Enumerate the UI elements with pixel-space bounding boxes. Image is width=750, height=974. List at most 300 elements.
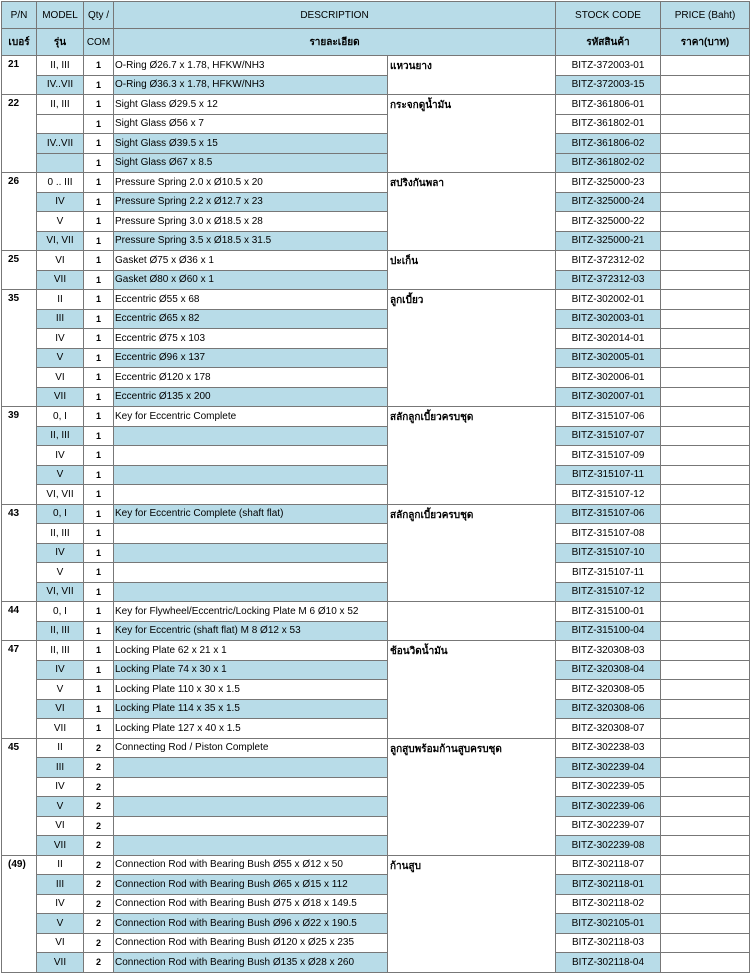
qty-cell: 1 (84, 368, 114, 388)
price-cell (661, 173, 750, 193)
stock-code-cell: BITZ-361802-01 (556, 114, 661, 134)
table-row (2, 719, 750, 739)
table-row (2, 192, 750, 212)
price-cell (661, 426, 750, 446)
price-cell (661, 738, 750, 758)
stock-code-cell: BITZ-325000-22 (556, 212, 661, 232)
model-cell: VI (37, 933, 84, 953)
price-cell (661, 875, 750, 895)
table-row (2, 407, 750, 427)
description-cell: Key for Eccentric Complete (114, 407, 388, 427)
stock-code-cell: BITZ-315107-11 (556, 465, 661, 485)
model-cell: IV (37, 777, 84, 797)
thai-description: ช้อนวิดน้ำมัน (388, 641, 556, 739)
table-row (2, 446, 750, 466)
model-cell: II (37, 290, 84, 310)
model-cell: III (37, 758, 84, 778)
price-cell (661, 797, 750, 817)
price-cell (661, 680, 750, 700)
stock-code-cell: BITZ-320308-05 (556, 680, 661, 700)
price-cell (661, 485, 750, 505)
thai-description: ลูกเบี้ยว (388, 290, 556, 407)
description-cell: Locking Plate 110 x 30 x 1.5 (114, 680, 388, 700)
thai-description: กระจกดูน้ำมัน (388, 95, 556, 173)
qty-cell: 2 (84, 855, 114, 875)
table-row (2, 602, 750, 622)
stock-code-cell: BITZ-302118-01 (556, 875, 661, 895)
model-cell: VII (37, 719, 84, 739)
model-cell: II (37, 855, 84, 875)
model-cell: IV (37, 660, 84, 680)
qty-cell: 1 (84, 212, 114, 232)
table-row (2, 563, 750, 583)
table-row (2, 914, 750, 934)
stock-code-cell: BITZ-315107-10 (556, 543, 661, 563)
price-cell (661, 348, 750, 368)
description-cell: Pressure Spring 2.0 x Ø10.5 x 20 (114, 173, 388, 193)
model-cell: VI (37, 816, 84, 836)
description-cell (114, 797, 388, 817)
stock-code-cell: BITZ-315100-04 (556, 621, 661, 641)
description-cell: Connecting Rod / Piston Complete (114, 738, 388, 758)
stock-code-cell: BITZ-302239-04 (556, 758, 661, 778)
price-cell (661, 446, 750, 466)
price-cell (661, 153, 750, 173)
description-cell (114, 543, 388, 563)
qty-cell: 1 (84, 114, 114, 134)
qty-cell: 1 (84, 660, 114, 680)
model-cell: III (37, 875, 84, 895)
qty-cell: 1 (84, 680, 114, 700)
description-cell: Locking Plate 127 x 40 x 1.5 (114, 719, 388, 739)
price-cell (661, 719, 750, 739)
model-cell: 0, I (37, 602, 84, 622)
model-cell: VI, VII (37, 231, 84, 251)
model-cell: 0, I (37, 504, 84, 524)
stock-code-cell: BITZ-302238-03 (556, 738, 661, 758)
price-cell (661, 504, 750, 524)
table-row (2, 875, 750, 895)
description-cell (114, 465, 388, 485)
description-cell: Connection Rod with Bearing Bush Ø65 x Ø15 x 112 (114, 875, 388, 895)
part-number: 43 (2, 504, 37, 602)
part-number: 47 (2, 641, 37, 739)
table-row (2, 836, 750, 856)
model-cell (37, 153, 84, 173)
table-row (2, 114, 750, 134)
stock-code-cell: BITZ-302014-01 (556, 329, 661, 349)
description-cell: Key for Flywheel/Eccentric/Locking Plate M 6 Ø10 x 52 (114, 602, 388, 622)
stock-code-cell: BITZ-302239-08 (556, 836, 661, 856)
model-cell: VI (37, 251, 84, 271)
description-cell (114, 836, 388, 856)
qty-cell: 1 (84, 231, 114, 251)
header-model-th: รุ่น (37, 29, 84, 56)
table-row (2, 641, 750, 661)
price-cell (661, 816, 750, 836)
description-cell (114, 426, 388, 446)
description-cell (114, 758, 388, 778)
model-cell: VII (37, 387, 84, 407)
price-cell (661, 563, 750, 583)
stock-code-cell: BITZ-325000-21 (556, 231, 661, 251)
description-cell: Connection Rod with Bearing Bush Ø135 x Ø28 x 260 (114, 953, 388, 973)
price-cell (661, 524, 750, 544)
header-qty: Qty / (84, 2, 114, 29)
description-cell: Connection Rod with Bearing Bush Ø55 x Ø12 x 50 (114, 855, 388, 875)
model-cell: VII (37, 836, 84, 856)
part-number: 39 (2, 407, 37, 505)
model-cell: V (37, 680, 84, 700)
model-cell: IV..VII (37, 75, 84, 95)
price-cell (661, 465, 750, 485)
price-cell (661, 75, 750, 95)
description-cell: Sight Glass Ø29.5 x 12 (114, 95, 388, 115)
table-row (2, 680, 750, 700)
price-cell (661, 894, 750, 914)
stock-code-cell: BITZ-302003-01 (556, 309, 661, 329)
table-row (2, 368, 750, 388)
description-cell: Eccentric Ø96 x 137 (114, 348, 388, 368)
part-number: 45 (2, 738, 37, 855)
price-cell (661, 251, 750, 271)
price-cell (661, 309, 750, 329)
price-cell (661, 758, 750, 778)
part-number: 25 (2, 251, 37, 290)
qty-cell: 1 (84, 543, 114, 563)
model-cell: II, III (37, 56, 84, 76)
stock-code-cell: BITZ-372003-15 (556, 75, 661, 95)
stock-code-cell: BITZ-320308-07 (556, 719, 661, 739)
table-row (2, 699, 750, 719)
description-cell: Eccentric Ø135 x 200 (114, 387, 388, 407)
thai-description: ก้านสูบ (388, 855, 556, 972)
qty-cell: 1 (84, 446, 114, 466)
description-cell: Eccentric Ø120 x 178 (114, 368, 388, 388)
model-cell: II, III (37, 426, 84, 446)
table-row (2, 816, 750, 836)
header-stock-code: STOCK CODE (556, 2, 661, 29)
description-cell: O-Ring Ø36.3 x 1.78, HFKW/NH3 (114, 75, 388, 95)
model-cell: VII (37, 953, 84, 973)
table-row (2, 485, 750, 505)
thai-description: ลูกสูบพร้อมก้านสูบครบชุด (388, 738, 556, 855)
qty-cell: 1 (84, 465, 114, 485)
model-cell: IV (37, 329, 84, 349)
model-cell: IV (37, 446, 84, 466)
table-row (2, 797, 750, 817)
stock-code-cell: BITZ-302007-01 (556, 387, 661, 407)
qty-cell: 1 (84, 426, 114, 446)
qty-cell: 1 (84, 56, 114, 76)
stock-code-cell: BITZ-315107-07 (556, 426, 661, 446)
price-cell (661, 270, 750, 290)
qty-cell: 1 (84, 582, 114, 602)
qty-cell: 1 (84, 270, 114, 290)
thai-description: สลักลูกเบี้ยวครบชุด (388, 407, 556, 505)
qty-cell: 2 (84, 953, 114, 973)
header-pn: P/N (2, 2, 37, 29)
description-cell: Connection Rod with Bearing Bush Ø120 x Ø25 x 235 (114, 933, 388, 953)
qty-cell: 1 (84, 641, 114, 661)
price-cell (661, 329, 750, 349)
description-cell (114, 582, 388, 602)
stock-code-cell: BITZ-302002-01 (556, 290, 661, 310)
price-cell (661, 699, 750, 719)
thai-description (388, 602, 556, 641)
description-cell: Eccentric Ø75 x 103 (114, 329, 388, 349)
price-cell (661, 368, 750, 388)
model-cell: 0 .. III (37, 173, 84, 193)
part-number: 44 (2, 602, 37, 641)
table-row (2, 270, 750, 290)
model-cell: II, III (37, 524, 84, 544)
qty-cell: 2 (84, 777, 114, 797)
qty-cell: 2 (84, 914, 114, 934)
price-cell (661, 914, 750, 934)
stock-code-cell: BITZ-372003-01 (556, 56, 661, 76)
price-cell (661, 543, 750, 563)
qty-cell: 1 (84, 524, 114, 544)
parts-table-body (2, 56, 750, 973)
table-row (2, 621, 750, 641)
description-cell: Locking Plate 62 x 21 x 1 (114, 641, 388, 661)
description-cell: Pressure Spring 3.0 x Ø18.5 x 28 (114, 212, 388, 232)
table-row (2, 56, 750, 76)
table-row (2, 231, 750, 251)
thai-description: แหวนยาง (388, 56, 556, 95)
qty-cell: 1 (84, 173, 114, 193)
model-cell: VI (37, 699, 84, 719)
stock-code-cell: BITZ-315107-06 (556, 407, 661, 427)
model-cell: V (37, 563, 84, 583)
stock-code-cell: BITZ-315107-08 (556, 524, 661, 544)
price-cell (661, 95, 750, 115)
table-row (2, 953, 750, 973)
qty-cell: 1 (84, 719, 114, 739)
description-cell: Locking Plate 114 x 35 x 1.5 (114, 699, 388, 719)
qty-cell: 1 (84, 329, 114, 349)
price-cell (661, 114, 750, 134)
description-cell: Eccentric Ø65 x 82 (114, 309, 388, 329)
table-row (2, 894, 750, 914)
description-cell: Sight Glass Ø39.5 x 15 (114, 134, 388, 154)
stock-code-cell: BITZ-315100-01 (556, 602, 661, 622)
stock-code-cell: BITZ-315107-06 (556, 504, 661, 524)
price-cell (661, 212, 750, 232)
price-cell (661, 192, 750, 212)
stock-code-cell: BITZ-361802-02 (556, 153, 661, 173)
table-row (2, 173, 750, 193)
header-pn-th: เบอร์ (2, 29, 37, 56)
stock-code-cell: BITZ-302239-05 (556, 777, 661, 797)
stock-code-cell: BITZ-302239-06 (556, 797, 661, 817)
stock-code-cell: BITZ-315107-11 (556, 563, 661, 583)
price-cell (661, 855, 750, 875)
price-cell (661, 134, 750, 154)
qty-cell: 1 (84, 485, 114, 505)
qty-cell: 1 (84, 75, 114, 95)
stock-code-cell: BITZ-325000-23 (556, 173, 661, 193)
stock-code-cell: BITZ-302006-01 (556, 368, 661, 388)
model-cell: VI, VII (37, 485, 84, 505)
stock-code-cell: BITZ-372312-02 (556, 251, 661, 271)
qty-cell: 1 (84, 563, 114, 583)
price-cell (661, 621, 750, 641)
table-row (2, 95, 750, 115)
stock-code-cell: BITZ-320308-03 (556, 641, 661, 661)
stock-code-cell: BITZ-302118-02 (556, 894, 661, 914)
parts-table (1, 1, 750, 973)
price-cell (661, 641, 750, 661)
stock-code-cell: BITZ-320308-04 (556, 660, 661, 680)
table-row (2, 426, 750, 446)
part-number: (49) (2, 855, 37, 972)
description-cell: Gasket Ø75 x Ø36 x 1 (114, 251, 388, 271)
description-cell: Connection Rod with Bearing Bush Ø96 x Ø22 x 190.5 (114, 914, 388, 934)
description-cell (114, 777, 388, 797)
qty-cell: 1 (84, 621, 114, 641)
table-row (2, 855, 750, 875)
description-cell: O-Ring Ø26.7 x 1.78, HFKW/NH3 (114, 56, 388, 76)
model-cell: IV (37, 192, 84, 212)
price-cell (661, 387, 750, 407)
price-cell (661, 933, 750, 953)
model-cell: IV..VII (37, 134, 84, 154)
price-cell (661, 582, 750, 602)
model-cell (37, 114, 84, 134)
table-row (2, 524, 750, 544)
table-row (2, 290, 750, 310)
header-price: PRICE (Baht) (661, 2, 750, 29)
model-cell: III (37, 309, 84, 329)
stock-code-cell: BITZ-302118-07 (556, 855, 661, 875)
thai-description: สลักลูกเบี้ยวครบชุด (388, 504, 556, 602)
model-cell: VI (37, 368, 84, 388)
stock-code-cell: BITZ-302118-03 (556, 933, 661, 953)
table-row (2, 660, 750, 680)
qty-cell: 1 (84, 290, 114, 310)
description-cell: Key for Eccentric (shaft flat) M 8 Ø12 x 53 (114, 621, 388, 641)
description-cell (114, 524, 388, 544)
stock-code-cell: BITZ-372312-03 (556, 270, 661, 290)
description-cell: Pressure Spring 3.5 x Ø18.5 x 31.5 (114, 231, 388, 251)
model-cell: II, III (37, 95, 84, 115)
stock-code-cell: BITZ-361806-01 (556, 95, 661, 115)
table-row (2, 134, 750, 154)
description-cell: Eccentric Ø55 x 68 (114, 290, 388, 310)
header-qty-th: COM (84, 29, 114, 56)
description-cell (114, 446, 388, 466)
table-row (2, 212, 750, 232)
stock-code-cell: BITZ-302105-01 (556, 914, 661, 934)
table-row (2, 75, 750, 95)
qty-cell: 1 (84, 602, 114, 622)
price-cell (661, 953, 750, 973)
table-row (2, 309, 750, 329)
model-cell: V (37, 797, 84, 817)
description-cell: Key for Eccentric Complete (shaft flat) (114, 504, 388, 524)
part-number: 22 (2, 95, 37, 173)
model-cell: V (37, 348, 84, 368)
model-cell: V (37, 212, 84, 232)
qty-cell: 1 (84, 153, 114, 173)
table-row (2, 933, 750, 953)
qty-cell: 2 (84, 758, 114, 778)
table-row (2, 348, 750, 368)
stock-code-cell: BITZ-320308-06 (556, 699, 661, 719)
price-cell (661, 836, 750, 856)
qty-cell: 1 (84, 192, 114, 212)
model-cell: II, III (37, 621, 84, 641)
qty-cell: 2 (84, 797, 114, 817)
model-cell: II, III (37, 641, 84, 661)
qty-cell: 2 (84, 894, 114, 914)
description-cell: Sight Glass Ø67 x 8.5 (114, 153, 388, 173)
qty-cell: 1 (84, 407, 114, 427)
qty-cell: 1 (84, 309, 114, 329)
price-cell (661, 777, 750, 797)
table-row (2, 387, 750, 407)
price-cell (661, 407, 750, 427)
qty-cell: 2 (84, 738, 114, 758)
qty-cell: 1 (84, 699, 114, 719)
model-cell: VI, VII (37, 582, 84, 602)
table-row (2, 543, 750, 563)
header-model: MODEL (37, 2, 84, 29)
qty-cell: 1 (84, 387, 114, 407)
table-row (2, 582, 750, 602)
stock-code-cell: BITZ-302239-07 (556, 816, 661, 836)
stock-code-cell: BITZ-325000-24 (556, 192, 661, 212)
table-row (2, 738, 750, 758)
thai-description: ปะเก็น (388, 251, 556, 290)
stock-code-cell: BITZ-302005-01 (556, 348, 661, 368)
description-cell: Locking Plate 74 x 30 x 1 (114, 660, 388, 680)
qty-cell: 1 (84, 348, 114, 368)
table-row (2, 251, 750, 271)
qty-cell: 1 (84, 504, 114, 524)
table-row (2, 758, 750, 778)
qty-cell: 2 (84, 933, 114, 953)
qty-cell: 1 (84, 95, 114, 115)
header-price-th: ราคา(บาท) (661, 29, 750, 56)
model-cell: 0, I (37, 407, 84, 427)
stock-code-cell: BITZ-361806-02 (556, 134, 661, 154)
qty-cell: 2 (84, 836, 114, 856)
part-number: 21 (2, 56, 37, 95)
description-cell (114, 485, 388, 505)
header-description-th: รายละเอียด (114, 29, 556, 56)
qty-cell: 2 (84, 875, 114, 895)
model-cell: V (37, 465, 84, 485)
price-cell (661, 290, 750, 310)
qty-cell: 1 (84, 134, 114, 154)
description-cell: Gasket Ø80 x Ø60 x 1 (114, 270, 388, 290)
price-cell (661, 602, 750, 622)
description-cell: Sight Glass Ø56 x 7 (114, 114, 388, 134)
stock-code-cell: BITZ-315107-09 (556, 446, 661, 466)
stock-code-cell: BITZ-302118-04 (556, 953, 661, 973)
description-cell: Connection Rod with Bearing Bush Ø75 x Ø18 x 149.5 (114, 894, 388, 914)
model-cell: IV (37, 894, 84, 914)
model-cell: VII (37, 270, 84, 290)
thai-description: สปริงกันพลา (388, 173, 556, 251)
price-cell (661, 660, 750, 680)
stock-code-cell: BITZ-315107-12 (556, 582, 661, 602)
price-cell (661, 56, 750, 76)
model-cell: IV (37, 543, 84, 563)
